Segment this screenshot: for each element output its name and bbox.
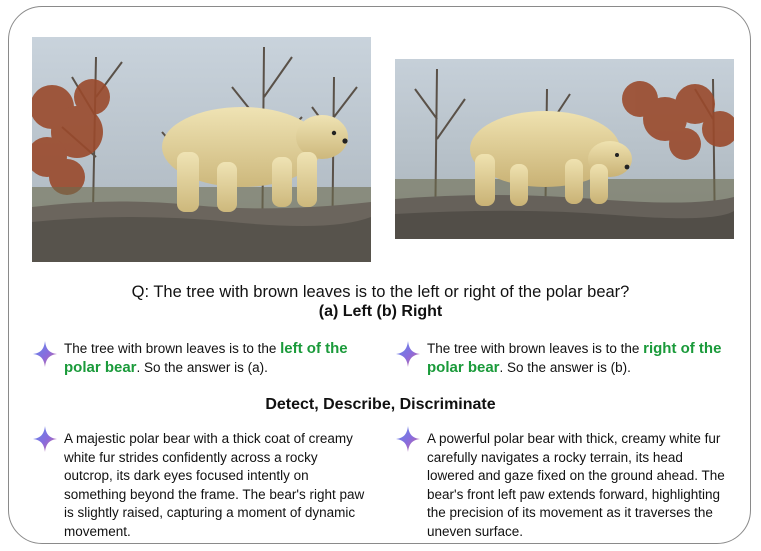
sparkle-icon <box>33 426 57 452</box>
answer-right <box>427 340 727 377</box>
polar-bear-photo-right <box>395 59 734 239</box>
answer-right-suffix: . So the answer is (b). <box>499 359 631 375</box>
section-title: Detect, Describe, Discriminate <box>265 396 496 413</box>
answer-right-prefix: The tree with brown leaves is to the <box>427 341 644 356</box>
answer-left <box>64 340 364 377</box>
description-left: A majestic polar bear with a thick coat of creamy white fur strides confidently across a rocky outcrop, its dark eyes focused intently on something beyond the frame. The bear's right paw is slightly raised, capturing a moment of dynamic movement. <box>64 431 365 539</box>
sparkle-icon <box>396 426 420 452</box>
answer-left-suffix: . So the answer is (a). <box>136 359 268 375</box>
polar-bear-photo-left <box>32 37 371 262</box>
answer-left-highlight: left of the polar bear <box>64 340 348 376</box>
answer-right-highlight: right of the polar bear <box>427 340 722 376</box>
question-text: Q: The tree with brown leaves is to the left or right of the polar bear? <box>131 283 630 301</box>
sparkle-icon <box>33 341 57 367</box>
sparkle-icon <box>396 341 420 367</box>
answer-options: (a) Left (b) Right <box>318 303 443 320</box>
answer-left-prefix: The tree with brown leaves is to the <box>64 341 281 356</box>
description-right: A powerful polar bear with thick, creamy white fur carefully navigates a rocky terrain, its head lowered and gaze fixed on the ground ahead. The bear's front left paw extends forward, highlighting the precision of its movement as it traverses the uneven surface. <box>427 431 725 539</box>
